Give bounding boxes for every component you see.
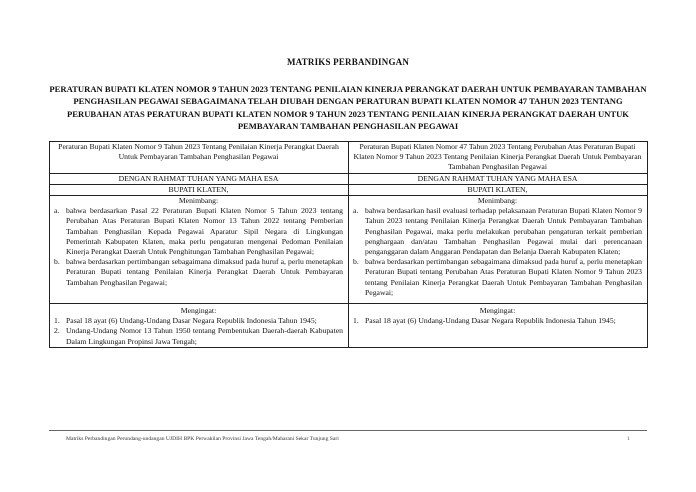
item-text: bahwa berdasarkan pertimbangan sebagaimana dimaksud pada huruf a, perlu menetapkan Peraturan Bupati tentang Penilaian Kinerja Perangkat Daerah Untuk Pembayaran Tambahan Penghasilan Pegawai; [66,257,343,287]
list-item [353,316,642,326]
item-text: bahwa berdasarkan pertimbangan sebagaimana dimaksud pada huruf a, perlu menetapkan Peraturan Bupati tentang Perubahan Atas Peraturan Bupati Klaten Nomor 9 Tahun 2023 tentang Penilaian Kinerja Perangkat Daerah Untuk Pembayaran Tambahan Penghasilan Pegawai; [365,257,642,297]
right-mengingat-cell [349,304,648,348]
list-item [54,326,343,346]
document-heading: PERATURAN BUPATI KLATEN NOMOR 9 TAHUN 2023 TENTANG PENILAIAN KINERJA PERANGKAT DAERAH UNTUK PEMBAYARAN TAMBAHAN PENGHASILAN PEGAWAI SEBAGAIMANA TELAH DIUBAH DENGAN PERATURAN BUPATI KLATEN NOMOR 47 TAHUN 2023 TENTANG PERUBAHAN ATAS PERATURAN BUPATI KLATEN NOMOR 9 TAHUN 2023 TENTANG PENILAIAN KINERJA PERANGKAT DAERAH UNTUK PEMBAYARAN TAMBAHAN PENGHASILAN PEGAWAI [49,84,647,132]
right-column-header: Peraturan Bupati Klaten Nomor 47 Tahun 2023 Tentang Perubahan Atas Peraturan Bupati Klaten Nomor 9 Tahun 2023 Tentang Penilaian Kinerja Perangkat Daerah Untuk Pembayaran Tambahan Penghasilan Pegawai [349,142,648,174]
item-text: Pasal 18 ayat (6) Undang-Undang Dasar Negara Republik Indonesia Tahun 1945; [365,316,616,326]
table-row-menimbang [50,196,648,304]
table-header-row [50,142,648,174]
item-text: Undang-Undang Nomor 13 Tahun 1950 tentang Pembentukan Daerah-daerah Kabupaten Dalam Lingkungan Propinsi Jawa Tengah; [66,326,343,346]
list-item [54,316,343,326]
left-menimbang-cell [50,196,349,304]
right-mengingat-label: Mengingat: [479,306,516,316]
right-rahmat: DENGAN RAHMAT TUHAN YANG MAHA ESA [349,173,648,184]
table-row-rahmat [50,173,648,184]
comparison-table [49,141,648,348]
item-marker: b. [353,257,359,267]
footer-text: Matriks Perbandingan Perundang-undangan UJDIH BPK Perwakilan Provinsi Jawa Tengah/Maharani Sekar Tunjung Sari [66,436,339,442]
right-menimbang-label: Menimbang: [477,196,518,206]
item-marker: b. [54,257,60,267]
list-item [353,206,642,257]
item-marker: 1. [353,316,359,326]
table-row-bupati [50,184,648,195]
item-text: bahwa berdasarkan Pasal 22 Peraturan Bupati Klaten Nomor 5 Tahun 2023 tentang Perubahan Atas Peraturan Bupati Klaten Nomor 13 Tahun 2022 tentang Pemberian Tambahan Penghasilan Kepada Pegawai Aparatur Sipil Negara di Lingkungan Pemerintah Kabupaten Klaten, maka perlu pengaturan mengenai Pedoman Penilaian Kinerja Perangkat Daerah Untuk Penghitungan Tambahan Penghasilan Pegawai; [66,206,343,257]
left-mengingat-cell [50,304,349,348]
right-bupati: BUPATI KLATEN, [349,184,648,195]
left-rahmat: DENGAN RAHMAT TUHAN YANG MAHA ESA [50,173,349,184]
item-text: bahwa berdasarkan hasil evaluasi terhadap pelaksanaan Peraturan Bupati Klaten Nomor 9 Tahun 2023 tentang Penilaian Kinerja Perangkat Daerah Untuk Pembayaran Tambahan Penghasilan Pegawai, maka perlu melakukan perubahan pengaturan terkait pemberian penghargaan dan/atau Tambahan Penghasilan Pegawai mulai dari perencanaan penganggaran dalam Anggaran Pendapatan dan Belanja Daerah Kabupaten Klaten; [365,206,642,257]
left-mengingat-label: Mengingat: [180,306,217,316]
item-marker: 2. [54,326,60,336]
item-marker: a. [353,206,359,216]
list-item [54,206,343,257]
right-menimbang-cell [349,196,648,304]
page-number: 1 [627,436,630,442]
list-item [54,257,343,288]
item-marker: a. [54,206,60,216]
left-menimbang-label: Menimbang: [178,196,219,206]
footer-divider [49,430,647,431]
list-item [353,257,642,298]
document-title: MATRIKS PERBANDINGAN [286,57,410,67]
table-row-mengingat [50,304,648,348]
left-column-header: Peraturan Bupati Klaten Nomor 9 Tahun 2023 Tentang Penilaian Kinerja Perangkat Daerah Untuk Pembayaran Tambahan Penghasilan Pegawai [50,142,349,174]
left-bupati: BUPATI KLATEN, [50,184,349,195]
item-text: Pasal 18 ayat (6) Undang-Undang Dasar Negara Republik Indonesia Tahun 1945; [66,316,317,326]
item-marker: 1. [54,316,60,326]
